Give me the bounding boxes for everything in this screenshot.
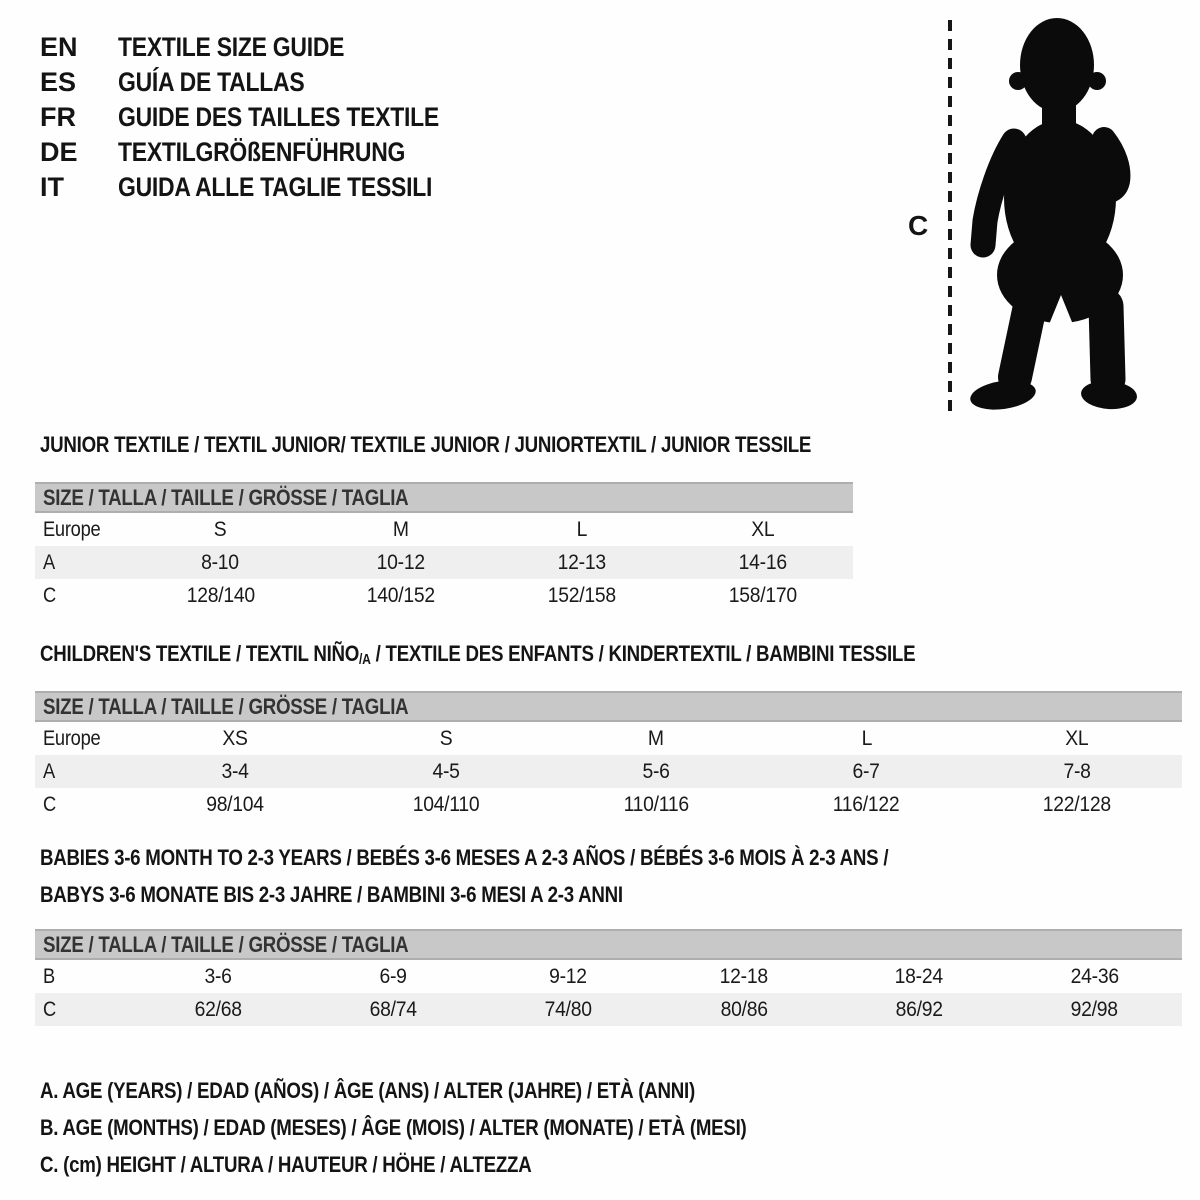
cell: 3-6 (204, 964, 232, 988)
cell: 62/68 (194, 997, 242, 1021)
row-label: A (43, 550, 55, 574)
cell: 12-18 (719, 964, 768, 988)
cell: 128/140 (186, 583, 255, 607)
nino-a-subscript: /A (359, 651, 371, 668)
cell: 3-4 (221, 759, 249, 783)
cell: S (439, 726, 452, 750)
table-row-height (35, 993, 1182, 1026)
row-label: Europe (43, 726, 101, 750)
cell: 5-6 (642, 759, 670, 783)
cell: XL (1065, 726, 1089, 750)
page-title: TEXTILGRÖßENFÜHRUNG (118, 137, 406, 167)
cell: 18-24 (894, 964, 944, 988)
language-row (40, 65, 496, 100)
table-row-height (35, 579, 853, 612)
toddler-silhouette-icon (962, 13, 1140, 418)
cell: 104/110 (412, 792, 479, 816)
cell: XS (222, 726, 248, 750)
cell: 80/86 (720, 997, 768, 1021)
language-code: FR (40, 102, 76, 132)
table-row-age (35, 755, 1182, 788)
cell: M (648, 726, 664, 750)
page-title: TEXTILE SIZE GUIDE (118, 32, 345, 62)
cell: 86/92 (895, 997, 943, 1021)
height-measure-label: C (908, 210, 929, 241)
babies-section-heading-line2: BABYS 3-6 MONATE BIS 2-3 JAHRE / BAMBINI 3-6 MESI A 2-3 ANNI (40, 882, 623, 907)
note-age-months: B. AGE (MONTHS) / EDAD (MESES) / ÂGE (MOIS) / ALTER (MONATE) / ETÀ (MESI) (40, 1114, 747, 1140)
table-row-europe (35, 513, 853, 546)
note-age-years: A. AGE (YEARS) / EDAD (AÑOS) / ÂGE (ANS) / ALTER (JAHRE) / ETÀ (ANNI) (40, 1077, 695, 1103)
row-label: C (43, 792, 56, 816)
cell: 9-12 (549, 964, 588, 988)
row-label: A (43, 759, 55, 783)
page-title: GUIDA ALLE TAGLIE TESSILI (118, 172, 433, 202)
note-height-cm: C. (cm) HEIGHT / ALTURA / HAUTEUR / HÖHE / ALTEZZA (40, 1151, 532, 1177)
cell: 98/104 (206, 792, 264, 816)
cell: 4-5 (432, 759, 460, 783)
table-row-age (35, 546, 853, 579)
cell: M (393, 517, 410, 541)
cell: 24-36 (1070, 964, 1119, 988)
table-row-months (35, 960, 1182, 993)
children-section-heading: CHILDREN'S TEXTILE / TEXTIL NIÑO/A / TEXTILE DES ENFANTS / KINDERTEXTIL / BAMBINI TESSILE (40, 641, 916, 668)
row-label: C (43, 997, 56, 1021)
cell: 7-8 (1063, 759, 1091, 783)
table-row-europe (35, 722, 1182, 755)
cell: 158/170 (728, 583, 797, 607)
language-row (40, 100, 496, 135)
cell: L (861, 726, 872, 750)
cell: 68/74 (369, 997, 417, 1021)
cell: S (214, 517, 227, 541)
cell: 8-10 (201, 550, 240, 574)
language-row (40, 135, 496, 170)
cell: 110/116 (623, 792, 689, 816)
babies-section-heading-line1: BABIES 3-6 MONTH TO 2-3 YEARS / BEBÉS 3-6 MESES A 2-3 AÑOS / BÉBÉS 3-6 MOIS À 2-3 ANS / (40, 845, 889, 870)
language-code: DE (40, 137, 78, 167)
row-label: B (43, 964, 55, 988)
language-title-list (40, 30, 496, 205)
cell: 152/158 (547, 583, 616, 607)
cell: XL (751, 517, 775, 541)
junior-size-table (35, 482, 853, 612)
size-table-header: SIZE / TALLA / TAILLE / GRÖSSE / TAGLIA (35, 482, 853, 513)
cell: 14-16 (738, 550, 787, 574)
cell: 6-7 (852, 759, 880, 783)
language-code: EN (40, 32, 78, 62)
children-size-table (35, 691, 1182, 821)
legend-notes (40, 1072, 871, 1183)
table-row-height (35, 788, 1182, 821)
size-table-header: SIZE / TALLA / TAILLE / GRÖSSE / TAGLIA (35, 929, 1182, 960)
language-row (40, 170, 496, 205)
cell: 6-9 (379, 964, 407, 988)
cell: 10-12 (377, 550, 426, 574)
row-label: C (43, 583, 56, 607)
language-row (40, 30, 496, 65)
junior-section-heading: JUNIOR TEXTILE / TEXTIL JUNIOR/ TEXTILE JUNIOR / JUNIORTEXTIL / JUNIOR TESSILE (40, 432, 812, 457)
cell: 116/122 (833, 792, 900, 816)
height-measure-dashed-line (948, 20, 952, 412)
cell: 74/80 (544, 997, 592, 1021)
language-code: IT (40, 172, 64, 202)
size-table-header: SIZE / TALLA / TAILLE / GRÖSSE / TAGLIA (35, 691, 1182, 722)
page-title: GUIDE DES TAILLES TEXTILE (118, 102, 439, 132)
cell: 92/98 (1070, 997, 1118, 1021)
babies-size-table (35, 929, 1182, 1026)
row-label: Europe (43, 517, 101, 541)
cell: 140/152 (367, 583, 436, 607)
cell: 122/128 (1042, 792, 1111, 816)
cell: 12-13 (557, 550, 606, 574)
cell: L (576, 517, 588, 541)
language-code: ES (40, 67, 77, 97)
page-title: GUÍA DE TALLAS (118, 67, 305, 97)
